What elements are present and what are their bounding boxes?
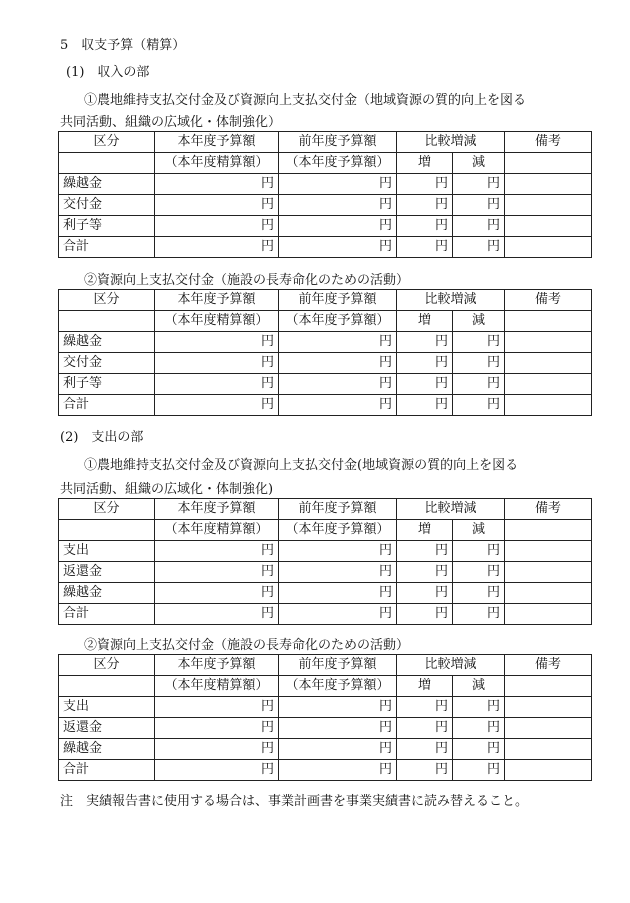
- income-title: (1) 収入の部: [66, 65, 150, 80]
- decrease-amount: 円: [453, 739, 505, 760]
- remarks-cell: [505, 237, 592, 258]
- remarks-cell: [505, 353, 592, 374]
- remarks-cell: [505, 174, 592, 195]
- remarks-cell: [505, 562, 592, 583]
- previous-amount: 円: [279, 697, 397, 718]
- current-amount: 円: [155, 718, 279, 739]
- header-increase: 増: [397, 311, 453, 332]
- header-current-settled: （本年度精算額）: [155, 153, 279, 174]
- increase-amount: 円: [397, 237, 453, 258]
- decrease-amount: 円: [453, 697, 505, 718]
- remarks-cell: [505, 697, 592, 718]
- row-label: 合計: [59, 760, 155, 781]
- decrease-amount: 円: [453, 562, 505, 583]
- increase-amount: 円: [397, 697, 453, 718]
- current-amount: 円: [155, 174, 279, 195]
- current-amount: 円: [155, 353, 279, 374]
- increase-amount: 円: [397, 583, 453, 604]
- header-category: 区分: [59, 499, 155, 520]
- remarks-cell: [505, 583, 592, 604]
- header-previous-budget: 前年度予算額: [279, 655, 397, 676]
- header-current-settled: （本年度精算額）: [155, 311, 279, 332]
- header-increase: 増: [397, 520, 453, 541]
- current-amount: 円: [155, 739, 279, 760]
- remarks-cell: [505, 332, 592, 353]
- previous-amount: 円: [279, 739, 397, 760]
- header-remarks-cont: [505, 520, 592, 541]
- previous-amount: 円: [279, 174, 397, 195]
- header-comparison: 比較増減: [397, 499, 505, 520]
- usage-note: 注 実績報告書に使用する場合は、事業計画書を事業実績書に読み替えること。: [60, 794, 529, 809]
- remarks-cell: [505, 216, 592, 237]
- income-table-1: [58, 131, 592, 258]
- expense-title: (2) 支出の部: [60, 430, 144, 445]
- row-label: 繰越金: [59, 583, 155, 604]
- header-decrease: 減: [453, 676, 505, 697]
- current-amount: 円: [155, 583, 279, 604]
- table-row: [59, 353, 592, 374]
- decrease-amount: 円: [453, 541, 505, 562]
- table-row: [59, 541, 592, 562]
- increase-amount: 円: [397, 353, 453, 374]
- decrease-amount: 円: [453, 604, 505, 625]
- previous-amount: 円: [279, 332, 397, 353]
- previous-amount: 円: [279, 718, 397, 739]
- increase-amount: 円: [397, 562, 453, 583]
- decrease-amount: 円: [453, 374, 505, 395]
- table-row: [59, 697, 592, 718]
- increase-amount: 円: [397, 718, 453, 739]
- header-remarks: 備考: [505, 132, 592, 153]
- current-amount: 円: [155, 697, 279, 718]
- increase-amount: 円: [397, 374, 453, 395]
- table-row: [59, 760, 592, 781]
- header-remarks: 備考: [505, 290, 592, 311]
- table-row: [59, 216, 592, 237]
- header-category-cont: [59, 153, 155, 174]
- current-amount: 円: [155, 237, 279, 258]
- income-section-2-title: ②資源向上支払交付金（施設の長寿命化のための活動）: [84, 273, 410, 288]
- row-label: 利子等: [59, 374, 155, 395]
- remarks-cell: [505, 374, 592, 395]
- income-section-1-title-line1: ①農地維持支払交付金及び資源向上支払交付金（地域資源の質的向上を図る: [84, 93, 527, 108]
- header-previous-budget: 前年度予算額: [279, 290, 397, 311]
- decrease-amount: 円: [453, 760, 505, 781]
- remarks-cell: [505, 541, 592, 562]
- current-amount: 円: [155, 195, 279, 216]
- header-category: 区分: [59, 132, 155, 153]
- remarks-cell: [505, 760, 592, 781]
- header-increase: 増: [397, 676, 453, 697]
- decrease-amount: 円: [453, 332, 505, 353]
- row-label: 合計: [59, 237, 155, 258]
- remarks-cell: [505, 739, 592, 760]
- expense-table-1: [58, 498, 592, 625]
- current-amount: 円: [155, 216, 279, 237]
- increase-amount: 円: [397, 541, 453, 562]
- previous-amount: 円: [279, 237, 397, 258]
- previous-amount: 円: [279, 562, 397, 583]
- decrease-amount: 円: [453, 195, 505, 216]
- header-category-cont: [59, 520, 155, 541]
- row-label: 利子等: [59, 216, 155, 237]
- header-remarks-cont: [505, 311, 592, 332]
- table-row: [59, 174, 592, 195]
- remarks-cell: [505, 604, 592, 625]
- current-amount: 円: [155, 760, 279, 781]
- header-previous-budget: 前年度予算額: [279, 132, 397, 153]
- current-amount: 円: [155, 332, 279, 353]
- table-row: [59, 195, 592, 216]
- previous-amount: 円: [279, 395, 397, 416]
- row-label: 返還金: [59, 718, 155, 739]
- increase-amount: 円: [397, 395, 453, 416]
- current-amount: 円: [155, 604, 279, 625]
- decrease-amount: 円: [453, 718, 505, 739]
- current-amount: 円: [155, 374, 279, 395]
- increase-amount: 円: [397, 174, 453, 195]
- previous-amount: 円: [279, 353, 397, 374]
- header-comparison: 比較増減: [397, 132, 505, 153]
- expense-section-1-title-line1: ①農地維持支払交付金及び資源向上支払交付金(地域資源の質的向上を図る: [84, 458, 519, 473]
- income-section-1-title-line2: 共同活動、組織の広域化・体制強化）: [60, 115, 282, 130]
- budget-heading: 5 収支予算（精算）: [60, 38, 186, 53]
- header-remarks: 備考: [505, 655, 592, 676]
- current-amount: 円: [155, 395, 279, 416]
- header-current-budget: 本年度予算額: [155, 655, 279, 676]
- increase-amount: 円: [397, 332, 453, 353]
- increase-amount: 円: [397, 760, 453, 781]
- decrease-amount: 円: [453, 237, 505, 258]
- table-row: [59, 739, 592, 760]
- row-label: 支出: [59, 541, 155, 562]
- header-current-settled: （本年度精算額）: [155, 520, 279, 541]
- income-table-2: [58, 289, 592, 416]
- header-current-settled: （本年度精算額）: [155, 676, 279, 697]
- expense-section-2-title: ②資源向上支払交付金（施設の長寿命化のための活動）: [84, 638, 410, 653]
- header-current-budget: 本年度予算額: [155, 499, 279, 520]
- header-previous-current: （本年度予算額）: [279, 153, 397, 174]
- header-remarks-cont: [505, 153, 592, 174]
- header-remarks-cont: [505, 676, 592, 697]
- header-decrease: 減: [453, 520, 505, 541]
- previous-amount: 円: [279, 541, 397, 562]
- header-decrease: 減: [453, 153, 505, 174]
- decrease-amount: 円: [453, 395, 505, 416]
- header-comparison: 比較増減: [397, 655, 505, 676]
- decrease-amount: 円: [453, 583, 505, 604]
- row-label: 交付金: [59, 195, 155, 216]
- decrease-amount: 円: [453, 353, 505, 374]
- previous-amount: 円: [279, 216, 397, 237]
- expense-table-2: [58, 654, 592, 781]
- header-previous-current: （本年度予算額）: [279, 311, 397, 332]
- table-row: [59, 374, 592, 395]
- header-category-cont: [59, 311, 155, 332]
- row-label: 支出: [59, 697, 155, 718]
- current-amount: 円: [155, 562, 279, 583]
- row-label: 繰越金: [59, 174, 155, 195]
- row-label: 返還金: [59, 562, 155, 583]
- header-decrease: 減: [453, 311, 505, 332]
- row-label: 繰越金: [59, 739, 155, 760]
- increase-amount: 円: [397, 604, 453, 625]
- table-row: [59, 395, 592, 416]
- table-row: [59, 332, 592, 353]
- remarks-cell: [505, 718, 592, 739]
- header-category: 区分: [59, 655, 155, 676]
- row-label: 繰越金: [59, 332, 155, 353]
- previous-amount: 円: [279, 195, 397, 216]
- header-current-budget: 本年度予算額: [155, 290, 279, 311]
- header-previous-current: （本年度予算額）: [279, 676, 397, 697]
- previous-amount: 円: [279, 760, 397, 781]
- decrease-amount: 円: [453, 216, 505, 237]
- decrease-amount: 円: [453, 174, 505, 195]
- header-previous-current: （本年度予算額）: [279, 520, 397, 541]
- increase-amount: 円: [397, 216, 453, 237]
- increase-amount: 円: [397, 195, 453, 216]
- row-label: 交付金: [59, 353, 155, 374]
- current-amount: 円: [155, 541, 279, 562]
- row-label: 合計: [59, 395, 155, 416]
- header-category-cont: [59, 676, 155, 697]
- table-row: [59, 237, 592, 258]
- header-comparison: 比較増減: [397, 290, 505, 311]
- header-category: 区分: [59, 290, 155, 311]
- remarks-cell: [505, 395, 592, 416]
- header-previous-budget: 前年度予算額: [279, 499, 397, 520]
- row-label: 合計: [59, 604, 155, 625]
- previous-amount: 円: [279, 604, 397, 625]
- header-increase: 増: [397, 153, 453, 174]
- table-row: [59, 604, 592, 625]
- header-remarks: 備考: [505, 499, 592, 520]
- table-row: [59, 718, 592, 739]
- table-row: [59, 583, 592, 604]
- header-current-budget: 本年度予算額: [155, 132, 279, 153]
- previous-amount: 円: [279, 374, 397, 395]
- expense-section-1-title-line2: 共同活動、組織の広域化・体制強化): [60, 482, 274, 497]
- table-row: [59, 562, 592, 583]
- remarks-cell: [505, 195, 592, 216]
- previous-amount: 円: [279, 583, 397, 604]
- increase-amount: 円: [397, 739, 453, 760]
